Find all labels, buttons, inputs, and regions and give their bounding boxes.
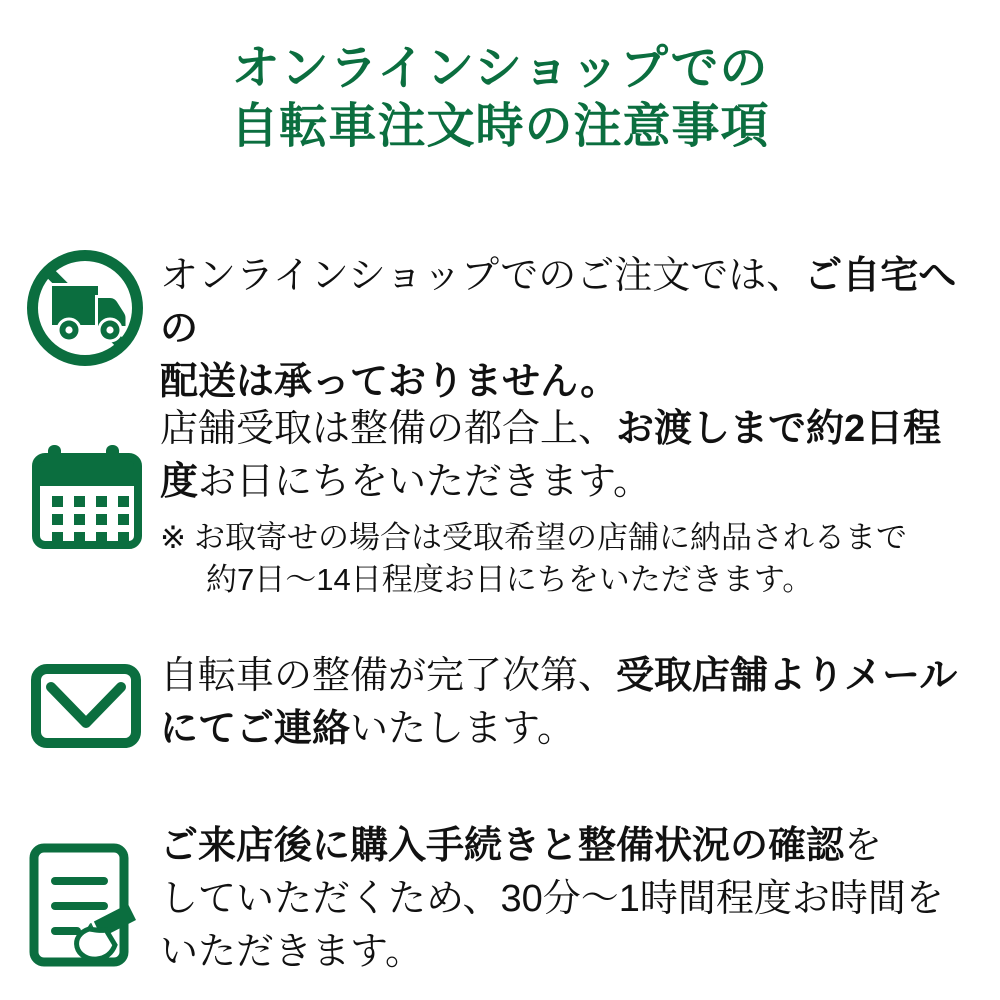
section-no-home-delivery xyxy=(25,250,985,409)
note-line1-text: お取寄せの場合は受取希望の店舗に納品されるまで xyxy=(193,520,907,555)
section-text: ご来店後に購入手続きと整備状況の確認を していただくため、30分〜1時間程度お時間を いただきます。 xyxy=(160,825,944,973)
section-main-text: 店舗受取は整備の都合上、お渡しまで約2日程 度お日にちをいただきます。 xyxy=(160,408,942,503)
section-text: オンラインショップでのご注文では、ご自宅への 配送は承っておりません。 xyxy=(160,255,957,403)
section-instore-procedure xyxy=(25,820,985,979)
no-home-delivery-truck-icon xyxy=(25,250,160,368)
document-signing-icon xyxy=(25,820,160,970)
section-text xyxy=(160,403,985,601)
note-marker: ※ xyxy=(160,520,186,555)
page-title-line1: オンラインショップでの xyxy=(231,42,769,95)
backorder-note xyxy=(160,517,985,601)
page-title xyxy=(0,40,1000,156)
section-text: 自転車の整備が完了次第、受取店舗よりメール にてご連絡いたします。 xyxy=(160,655,958,750)
note-line1 xyxy=(160,517,985,559)
section-email-notification xyxy=(25,650,985,756)
calendar-icon xyxy=(25,403,160,549)
section-pickup-leadtime xyxy=(25,403,985,601)
note-line2: 約7日〜14日程度お日にちをいただきます。 xyxy=(206,562,814,597)
mail-envelope-icon xyxy=(25,650,160,749)
page-title-line2: 自転車注文時の注意事項 xyxy=(230,100,770,153)
